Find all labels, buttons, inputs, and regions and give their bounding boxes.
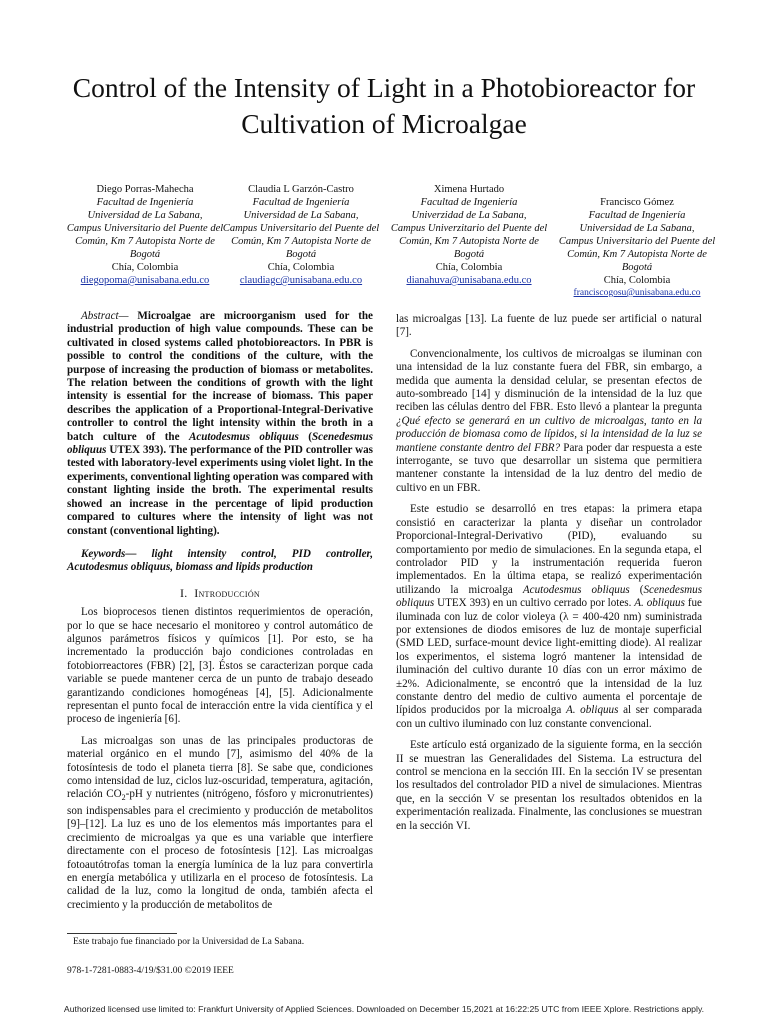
author-university: Universidad de La Sabana,	[87, 210, 203, 221]
keywords: Keywords— light intensity control, PID controller, Acutodesmus obliquus, biomass and lipids production	[67, 547, 373, 574]
paragraph: Este artículo está organizado de la siguiente forma, en la sección II se muestran las Generalidades del Sistema. La estructura del control se menciona en la sección III. En la sección IV se presentan los resultados del controlador PID a nivel de simulaciones. Mientras que, en la sección V se presentan los resultados obtenidos en la experimentación realizada. Finalmente, las conclusiones se muestran en la sección VI.	[396, 739, 702, 832]
abstract: Abstract— Microalgae are microorganism used for the industrial production of high value compounds. These can be cultivated in closed systems called photobioreactors. In PBR is possible to control the conditions of the culture, with the purpose of increasing the production of biomass or metabolites. The relation between the conditions of growth with the light intensity is essential for the increase of biomass. This paper describes the application of a Proportional-Integral-Derivative controller to control the light intensity within the broth in a batch culture of the Acutodesmus obliquus (Scenedesmus obliquus UTEX 393). The performance of the PID controller was tested with laboratory-level experiments using violet light. In the experiments, conventional lighting operation was compared with constant lighting inside the broth. The experimental results showed an increase in the percentage of lipid production compared to cultures where the intensity of light was not constant (conventional lighting).	[67, 310, 373, 537]
author-city: Chía, Colombia	[603, 275, 671, 286]
paragraph: las microalgas [13]. La fuente de luz puede ser artificial o natural [7].	[396, 313, 702, 339]
author-university: Universidad de La Sabana,	[243, 210, 359, 221]
author-campus: Campus Univerzitario del Puente del Común, Km 7 Autopista Norte de Bogotá	[390, 223, 548, 260]
author-campus: Campus Universitario del Puente del Común, Km 7 Autopista Norte de Bogotá	[558, 236, 716, 273]
section-heading: I. Introducción	[179, 585, 261, 600]
right-column	[396, 313, 702, 841]
footnote-rule	[67, 933, 177, 934]
author-name: Francisco Gómez	[600, 197, 674, 208]
paragraph: Convencionalmente, los cultivos de microalgas se iluminan con una intensidad de la luz constante fuera del FBR, sin embargo, a medida que aumenta la densidad celular, se presentan efectos de auto-sombreado [14] y disminución de la intensidad de la luz que reciben las células dentro del FBR. Esto llevó a plantear la pregunta ¿Qué efecto se generará en un cultivo de microalgas, tanto en la producción de biomasa como de lípidos, si la intensidad de la luz se mantiene constante dentro del FBR? Para poder dar respuesta a este interrogante, se tuvo que desarrollar un sistema que permitiera mantener constante la intensidad de la luz dentro del medio de cultivo en un FBR.	[396, 347, 702, 494]
author-email-link[interactable]: diegopoma@unisabana.edu.co	[80, 275, 210, 286]
author-city: Chía, Colombia	[435, 262, 503, 273]
abstract-label: Abstract—	[81, 310, 129, 322]
paragraph: Los bioprocesos tienen distintos requerimientos de operación, por lo que se hace necesario el monitoreo y control automático de algunos parámetros físicos y químicos [1]. Por esto, se ha incrementado la producción bajo condiciones controladas en fotobiorreactores (FBR) [2], [3]. Éstos se caracterizan porque cada variable se puede mantener cerca de un punto de trabajo deseado garantizando condiciones homogéneas [4], [5]. Adicionalmente representan el punto focal de interacción entre la vida científica y el proceso de ingeniería [6].	[67, 606, 373, 726]
author-campus: Campus Universitario del Puente del Común, Km 7 Autopista Norte de Bogotá	[222, 223, 380, 260]
isbn-line: 978-1-7281-0883-4/19/$31.00 ©2019 IEEE	[67, 966, 234, 976]
paragraph: Las microalgas son unas de las principales productoras de material orgánico en el mundo [7], asimismo del 40% de la fotosíntesis de todo el planeta tierra [8]. Se sabe que, condiciones como intensidad de luz, ciclos luz-oscuridad, temperatura, agitación, relación $CO_2-pH$ y nutrientes (nitrógeno, fósforo y micronutrientes) son indispensables para el crecimiento y producción de metabolitos [9]–[12]. La luz es uno de los elementos más importantes para el crecimiento de microalgas ya que es una variable que interfiere directamente con el proceso de fotosíntesis [12]. Las microalgas fotoautótrofas toman la energía lumínica de la luz para convertirla en energía metabólica y utilizarla en el proceso de fotosíntesis. La calidad de la luz, como la longitud de onda, también afecta el crecimiento y la producción de metabolitos de	[67, 734, 373, 911]
author-email-link[interactable]: franciscogosu@unisabana.edu.co	[573, 288, 701, 298]
author-block-3	[386, 183, 552, 287]
author-campus: Campus Universitario del Puente del Común, Km 7 Autopista Norte de Bogotá	[66, 223, 224, 260]
author-faculty: Facultad de Ingeniería	[588, 210, 686, 221]
footnote: Este trabajo fue financiado por la Universidad de La Sabana.	[73, 937, 305, 947]
paragraph: Este estudio se desarrolló en tres etapas: la primera etapa consistió en caracterizar la planta y diseñar un controlador Proporcional-Integral-Derivativo (PID), evaluando su comportamiento por medio de simulaciones. En la segunda etapa, el controlador PID y la instrumentación requerida fueron implementados. En la última etapa, se realizó experimentación utilizando la microalga Acutodesmus obliquus (Scenedesmus obliquus UTEX 393) en un cultivo cerrado por lotes. A. obliquus fue iluminada con luz de color violeya (λ = 400-420 nm) suministrada por extensiones de diodos emisores de luz de montaje superficial (SMD LED, surface-mount device light-emitting diode). Al realizar los experimentos, el sistema logró mantener la intensidad de iluminación del cultivo durante 10 días con un error máximo de ±2%. Adicionalmente, se encontró que la intensidad de la luz constante dentro del medio de cultivo aumenta el porcentaje de lípidos producidos por la microalga A. obliquus al ser comparada con un cultivo iluminado con luz constante convencional.	[396, 503, 703, 730]
author-city: Chía, Colombia	[267, 262, 335, 273]
author-name: Ximena Hurtado	[433, 184, 505, 195]
left-column	[67, 310, 373, 920]
author-faculty: Facultad de Ingeniería	[420, 197, 518, 208]
author-block-2	[217, 183, 385, 287]
author-faculty: Facultad de Ingeniería	[252, 197, 350, 208]
author-email-link[interactable]: dianahuva@unisabana.edu.co	[406, 275, 532, 286]
license-notice: Authorized licensed use limited to: Frankfurt University of Applied Sciences. Downloaded on December 15,2021 at 16:22:25 UTC from IEEE Xplore. Restrictions apply.	[63, 1004, 705, 1014]
author-university: Universidad de La Sabana,	[579, 223, 695, 234]
author-name: Claudia L Garzón-Castro	[248, 184, 354, 195]
keywords-label: Keywords—	[81, 547, 137, 560]
author-university: Univerzidad de La Sabana,	[411, 210, 527, 221]
author-email-link[interactable]: claudiagc@unisabana.edu.co	[239, 275, 363, 286]
author-block-4	[554, 196, 720, 300]
paper-title: Control of the Intensity of Light in a Photobioreactor for Cultivation of Microalgae	[72, 72, 696, 139]
author-name: Diego Porras-Mahecha	[96, 184, 194, 195]
author-faculty: Facultad de Ingeniería	[96, 197, 194, 208]
author-city: Chía, Colombia	[111, 262, 179, 273]
author-block-1	[60, 183, 230, 287]
